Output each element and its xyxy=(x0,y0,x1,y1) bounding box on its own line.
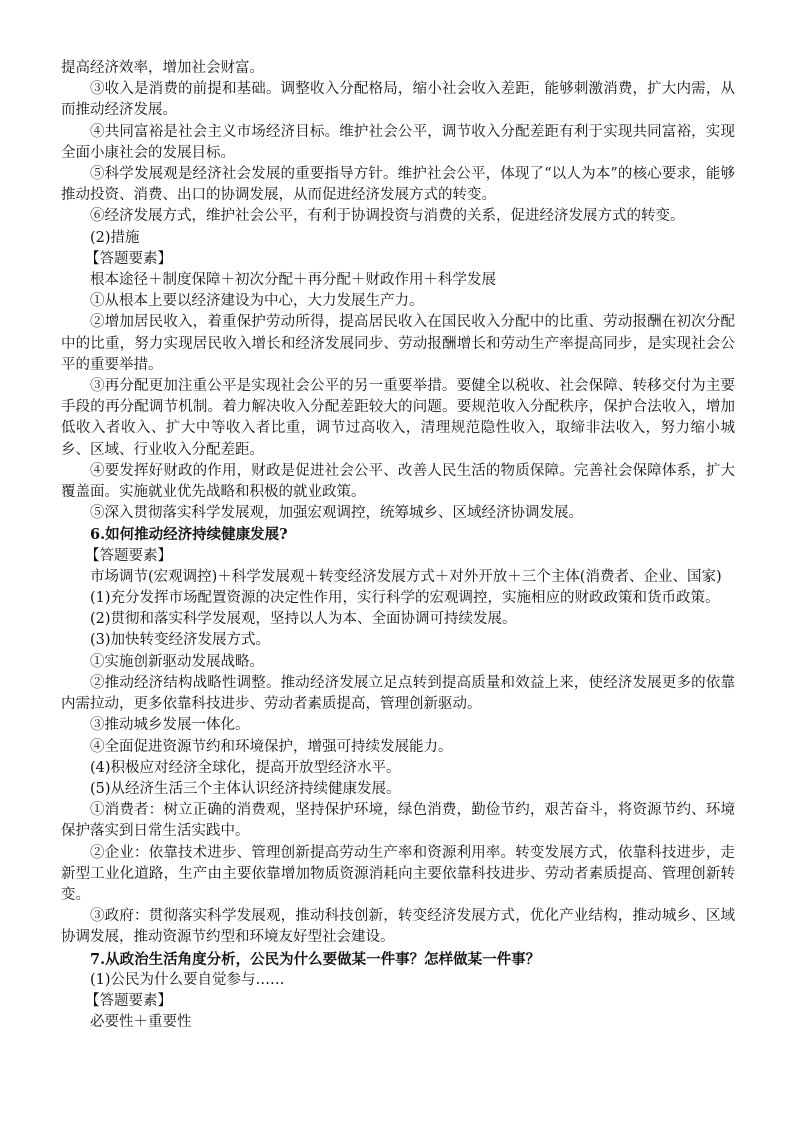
paragraph: ⑤科学发展观是经济社会发展的重要指导方针。维护社会公平，体现了“以人为本”的核心要求，能够推动投资、消费、出口的协调发展，从而促进经济发展方式的转变。 xyxy=(61,166,735,204)
answer-elements-tag: 【答题要素】 xyxy=(85,250,172,267)
paragraph: (4)积极应对经济全球化，提高开放型经济水平。 xyxy=(90,759,401,776)
paragraph: ③收入是消费的前提和基础。调整收入分配格局，缩小社会收入差距，能够刺激消费，扩大内需，从而推动经济发展。 xyxy=(61,81,735,119)
paragraph: ①消费者：树立正确的消费观，坚持保护环境，绿色消费，勤俭节约，艰苦奋斗，将资源节约、环境保护落实到日常生活实践中。 xyxy=(61,802,735,840)
paragraph: (2)措施 xyxy=(90,229,140,246)
answer-elements-tag: 【答题要素】 xyxy=(85,992,172,1009)
paragraph: 根本途径＋制度保障＋初次分配＋再分配＋财政作用＋科学发展 xyxy=(90,272,496,289)
paragraph: ③再分配更加注重公平是实现社会公平的另一重要举措。要健全以税收、社会保障、转移交付为主要手段的再分配调节机制。着力解决收入分配差距较大的问题。要规范收入分配秩序，保护合法收入，增加低收入者收入、扩大中等收入者比重，调节过高收入，清理规范隐性收入，取缔非法收入，努力缩小城乡、区域、行业收入分配差距。 xyxy=(61,378,735,458)
paragraph: 提高经济效率，增加社会财富。 xyxy=(61,60,264,76)
paragraph: (1)公民为什么要自觉参与…… xyxy=(90,971,285,988)
paragraph: ②推动经济结构战略性调整。推动经济发展立足点转到提高质量和效益上来，使经济发展更多的依靠内需拉动，更多依靠科技进步、劳动者素质提高，管理创新驱动。 xyxy=(61,674,735,713)
paragraph: (5)从经济生活三个主体认识经济持续健康发展。 xyxy=(90,780,401,797)
paragraph: (2)贯彻和落实科学发展观，坚持以人为本、全面协调可持续发展。 xyxy=(90,611,517,628)
paragraph: ③推动城乡发展一体化。 xyxy=(90,717,250,734)
question-heading: 6.如何推动经济持续健康发展? xyxy=(90,526,288,544)
paragraph: ⑥经济发展方式，维护社会公平，有利于协调投资与消费的关系，促进经济发展方式的转变。 xyxy=(90,208,685,225)
paragraph: ④共同富裕是社会主义市场经济目标。维护社会公平，调节收入分配差距有利于实现共同富裕，实现全面小康社会的发展目标。 xyxy=(61,123,735,161)
question-heading: 7.从政治生活角度分析，公民为什么要做某一件事？怎样做某一件事？ xyxy=(90,950,541,968)
paragraph: ①从根本上要以经济建设为中心，大力发展生产力。 xyxy=(90,293,424,310)
paragraph: 市场调节(宏观调控)＋科学发展观＋转变经济发展方式＋对外开放＋三个主体(消费者、企业、国家) xyxy=(90,568,722,585)
paragraph: 必要性＋重要性 xyxy=(90,1014,192,1031)
paragraph: ②增加居民收入，着重保护劳动所得，提高居民收入在国民收入分配中的比重、劳动报酬在初次分配中的比重，努力实现居民收入增长和经济发展同步、劳动报酬增长和劳动生产率提高同步，是实现社会公平的重要举措。 xyxy=(61,314,735,373)
paragraph: (3)加快转变经济发展方式。 xyxy=(90,632,271,649)
paragraph: ①实施创新驱动发展战略。 xyxy=(90,653,264,670)
document-body xyxy=(61,58,735,1033)
paragraph: ⑤深入贯彻落实科学发展观，加强宏观调控，统筹城乡、区域经济协调发展。 xyxy=(90,505,583,522)
paragraph: ④要发挥好财政的作用，财政是促进社会公平、改善人民生活的物质保障。完善社会保障体系，扩大覆盖面。实施就业优先战略和积极的就业政策。 xyxy=(61,462,735,501)
paragraph: (1)充分发挥市场配置资源的决定性作用，实行科学的宏观调控，实施相应的财政政策和货币政策。 xyxy=(90,590,720,607)
paragraph: ④全面促进资源节约和环境保护，增强可持续发展能力。 xyxy=(90,738,453,755)
paragraph: ③政府：贯彻落实科学发展观，推动科技创新，转变经济发展方式，优化产业结构，推动城乡、区域协调发展，推动资源节约型和环境友好型社会建设。 xyxy=(61,908,735,946)
paragraph: ②企业：依靠技术进步、管理创新提高劳动生产率和资源利用率。转变发展方式，依靠科技进步，走新型工业化道路，生产由主要依靠增加物质资源消耗向主要依靠科技进步、劳动者素质提高、管理创新转变。 xyxy=(61,844,735,903)
answer-elements-tag: 【答题要素】 xyxy=(85,547,172,564)
